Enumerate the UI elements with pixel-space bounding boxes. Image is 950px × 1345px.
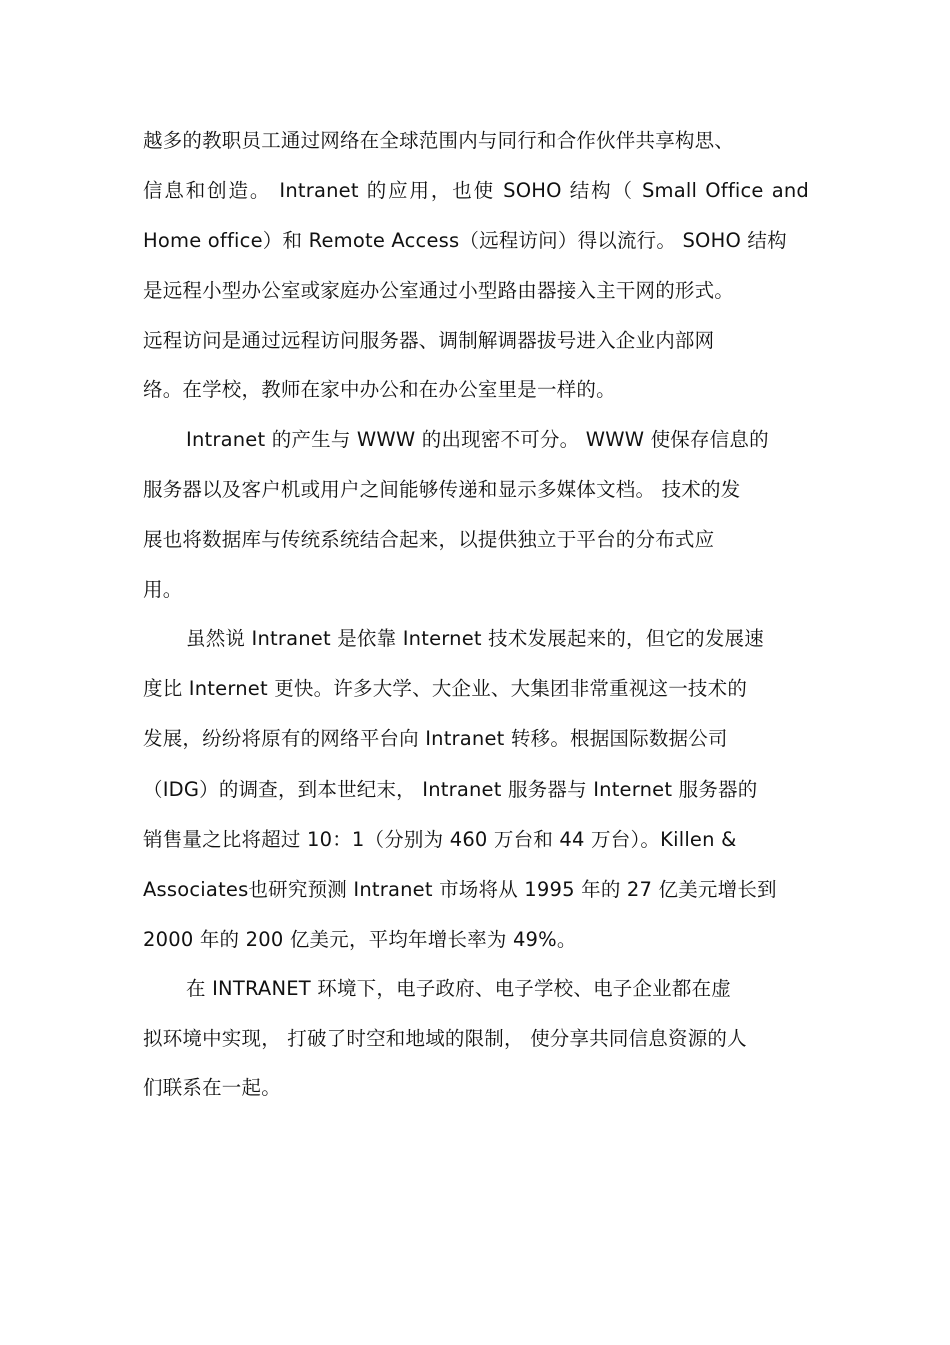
text-line: 2000 年的 200 亿美元，平均年增长率为 49%。 xyxy=(143,928,577,951)
text-line: 销售量之比将超过 10：1（分别为 460 万台和 44 万台）。Killen & xyxy=(143,828,737,851)
text-line: 度比 Internet 更快。许多大学、大企业、大集团非常重视这一技术的 xyxy=(143,677,748,700)
paragraph-first-line: Intranet 的产生与 WWW 的出现密不可分。 WWW 使保存信息的 xyxy=(186,428,769,451)
text-line: 络。在学校，教师在家中办公和在办公室里是一样的。 xyxy=(143,378,616,401)
text-line: （IDG）的调查，到本世纪末， Intranet 服务器与 Internet 服务器的 xyxy=(143,778,758,801)
paragraph-first-line: 在 INTRANET 环境下，电子政府、电子学校、电子企业都在虚 xyxy=(186,977,731,1000)
text-line: 展也将数据库与传统系统结合起来，以提供独立于平台的分布式应 xyxy=(143,528,715,551)
text-line: 发展，纷纷将原有的网络平台向 Intranet 转移。根据国际数据公司 xyxy=(143,727,728,750)
text-line: 是远程小型办公室或家庭办公室通过小型路由器接入主干网的形式。 xyxy=(143,279,735,302)
text-line: 信息和创造。 Intranet 的应用，也使 SOHO 结构（ Small Office and xyxy=(143,179,809,202)
text-line: 用。 xyxy=(143,578,183,601)
text-line: Home office）和 Remote Access（远程访问）得以流行。 SOHO 结构 xyxy=(143,229,787,252)
text-line: 远程访问是通过远程访问服务器、调制解调器拔号进入企业内部网 xyxy=(143,329,715,352)
text-line: Associates也研究预测 Intranet 市场将从 1995 年的 27 亿美元增长到 xyxy=(143,878,777,901)
text-line: 服务器以及客户机或用户之间能够传递和显示多媒体文档。 技术的发 xyxy=(143,478,741,501)
text-line: 们联系在一起。 xyxy=(143,1076,281,1099)
text-line: 越多的教职员工通过网络在全球范围内与同行和合作伙伴共享构思、 xyxy=(143,129,735,152)
text-line: 拟环境中实现， 打破了时空和地域的限制， 使分享共同信息资源的人 xyxy=(143,1027,747,1050)
paragraph-first-line: 虽然说 Intranet 是依靠 Internet 技术发展起来的，但它的发展速 xyxy=(186,627,764,650)
